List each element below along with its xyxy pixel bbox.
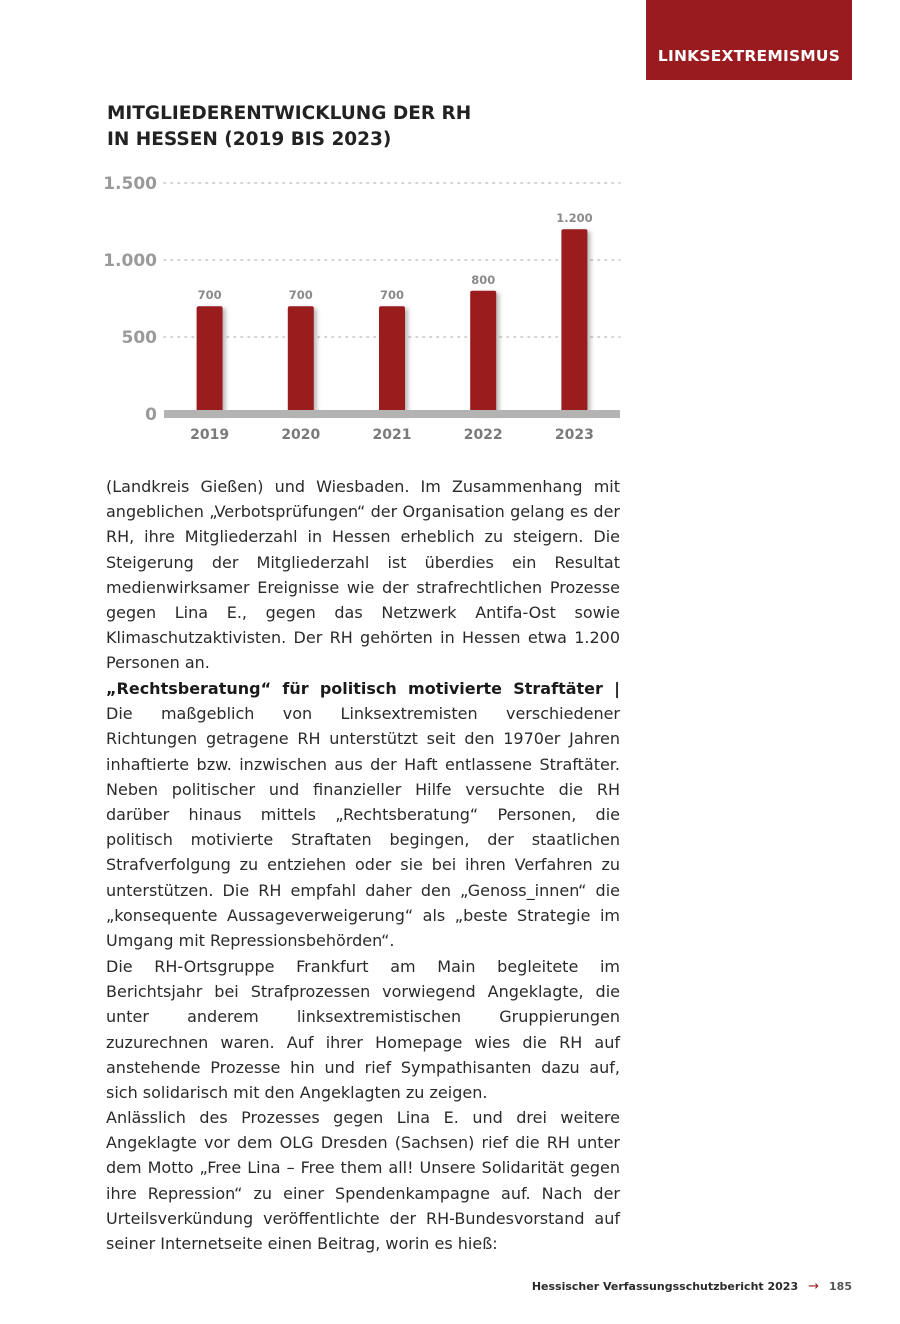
x-tick-label: 2021	[372, 427, 412, 443]
paragraph-2-text: Die maßgeblich von Linksextremisten verschiedener Richtungen getragene RH unterstützt seit den 1970er Jahren inhaftierte bzw. inzwischen aus der Haft entlassene Straftäter. Neben politischer und finanzieller Hilfe versuchte die RH darüber hinaus mittels „Rechtsberatung“ Personen, die politisch motivierte Straftaten begingen, der staatlichen Strafverfolgung zu entziehen oder sie bei ihren Verfahren zu unterstützen. Die RH empfahl daher den „Genoss_innen“ die „konsequente Aussageverweigerung“ als „beste Strategie im Umgang mit Repressionsbehörden“.	[106, 704, 620, 951]
y-tick-label: 1.500	[103, 174, 157, 194]
footer-report-title: Hessischer Verfassungsschutzbericht 2023	[531, 1280, 799, 1293]
chart-title-line-1: MITGLIEDERENTWICKLUNG DER RH	[107, 103, 472, 124]
paragraph-2-lead: „Rechtsberatung“ für politisch motivierte Straftäter |	[106, 679, 620, 698]
data-label: 700	[379, 288, 405, 303]
y-tick-label: 0	[145, 405, 157, 425]
bar	[470, 291, 496, 414]
x-axis-baseline	[164, 410, 620, 418]
x-tick-label: 2019	[190, 427, 230, 443]
chart-title-line-2: IN HESSEN (2019 BIS 2023)	[107, 129, 392, 150]
data-label: 800	[471, 272, 496, 287]
chart-title	[107, 101, 527, 153]
y-tick-label: 1.000	[103, 251, 157, 271]
paragraph-3	[106, 954, 620, 1105]
bar	[288, 306, 314, 414]
data-label: 1.200	[556, 211, 593, 226]
y-tick-label: 500	[121, 328, 157, 348]
data-label: 700	[288, 288, 313, 303]
x-tick-label: 2022	[463, 427, 503, 443]
bar	[561, 229, 587, 414]
paragraph-1	[106, 474, 620, 676]
arrow-right-icon: →	[808, 1279, 820, 1294]
section-label: LINKSEXTREMISMUS	[657, 47, 841, 65]
paragraph-2	[106, 676, 620, 953]
bar	[197, 306, 223, 414]
bar	[379, 306, 405, 414]
paragraph-4	[106, 1105, 620, 1256]
page-number: 185	[829, 1280, 852, 1293]
data-label: 700	[197, 288, 222, 303]
paragraph-3-text: Die RH-Ortsgruppe Frankfurt am Main begleitete im Berichtsjahr bei Strafprozessen vorwiegend Angeklagte, die unter anderem linksextremistischen Gruppierungen zuzurechnen waren. Auf ihrer Homepage wies die RH auf anstehende Prozesse hin und rief Sympathisanten dazu auf, sich solidarisch mit den Angeklagten zu zeigen.	[106, 957, 620, 1103]
section-tab	[646, 0, 852, 80]
member-development-bar-chart	[100, 165, 630, 450]
x-tick-label: 2023	[554, 427, 594, 443]
paragraph-1-text: (Landkreis Gießen) und Wiesbaden. Im Zusammenhang mit angeblichen „Verbotsprüfungen“ der Organisation gelang es der RH, ihre Mitgliederzahl in Hessen erheblich zu steigern. Die Steigerung der Mitgliederzahl ist überdies ein Resultat medienwirksamer Ereignisse wie der strafrechtlichen Prozesse gegen Lina E., gegen das Netzwerk Antifa-Ost sowie Klimaschutzaktivisten. Der RH gehörten in Hessen etwa 1.200 Personen an.	[106, 477, 620, 673]
x-tick-label: 2020	[281, 427, 321, 443]
paragraph-4-text: Anlässlich des Prozesses gegen Lina E. und drei weitere Angeklagte vor dem OLG Dresden (Sachsen) rief die RH unter dem Motto „Free Lina – Free them all! Unsere Solidarität gegen ihre Repression“ zu einer Spendenkampagne auf. Nach der Urteilsverkündung veröffentlichte der RH-Bundesvorstand auf seiner Internetseite einen Beitrag, worin es hieß:	[106, 1108, 620, 1254]
page-footer	[532, 1279, 852, 1294]
